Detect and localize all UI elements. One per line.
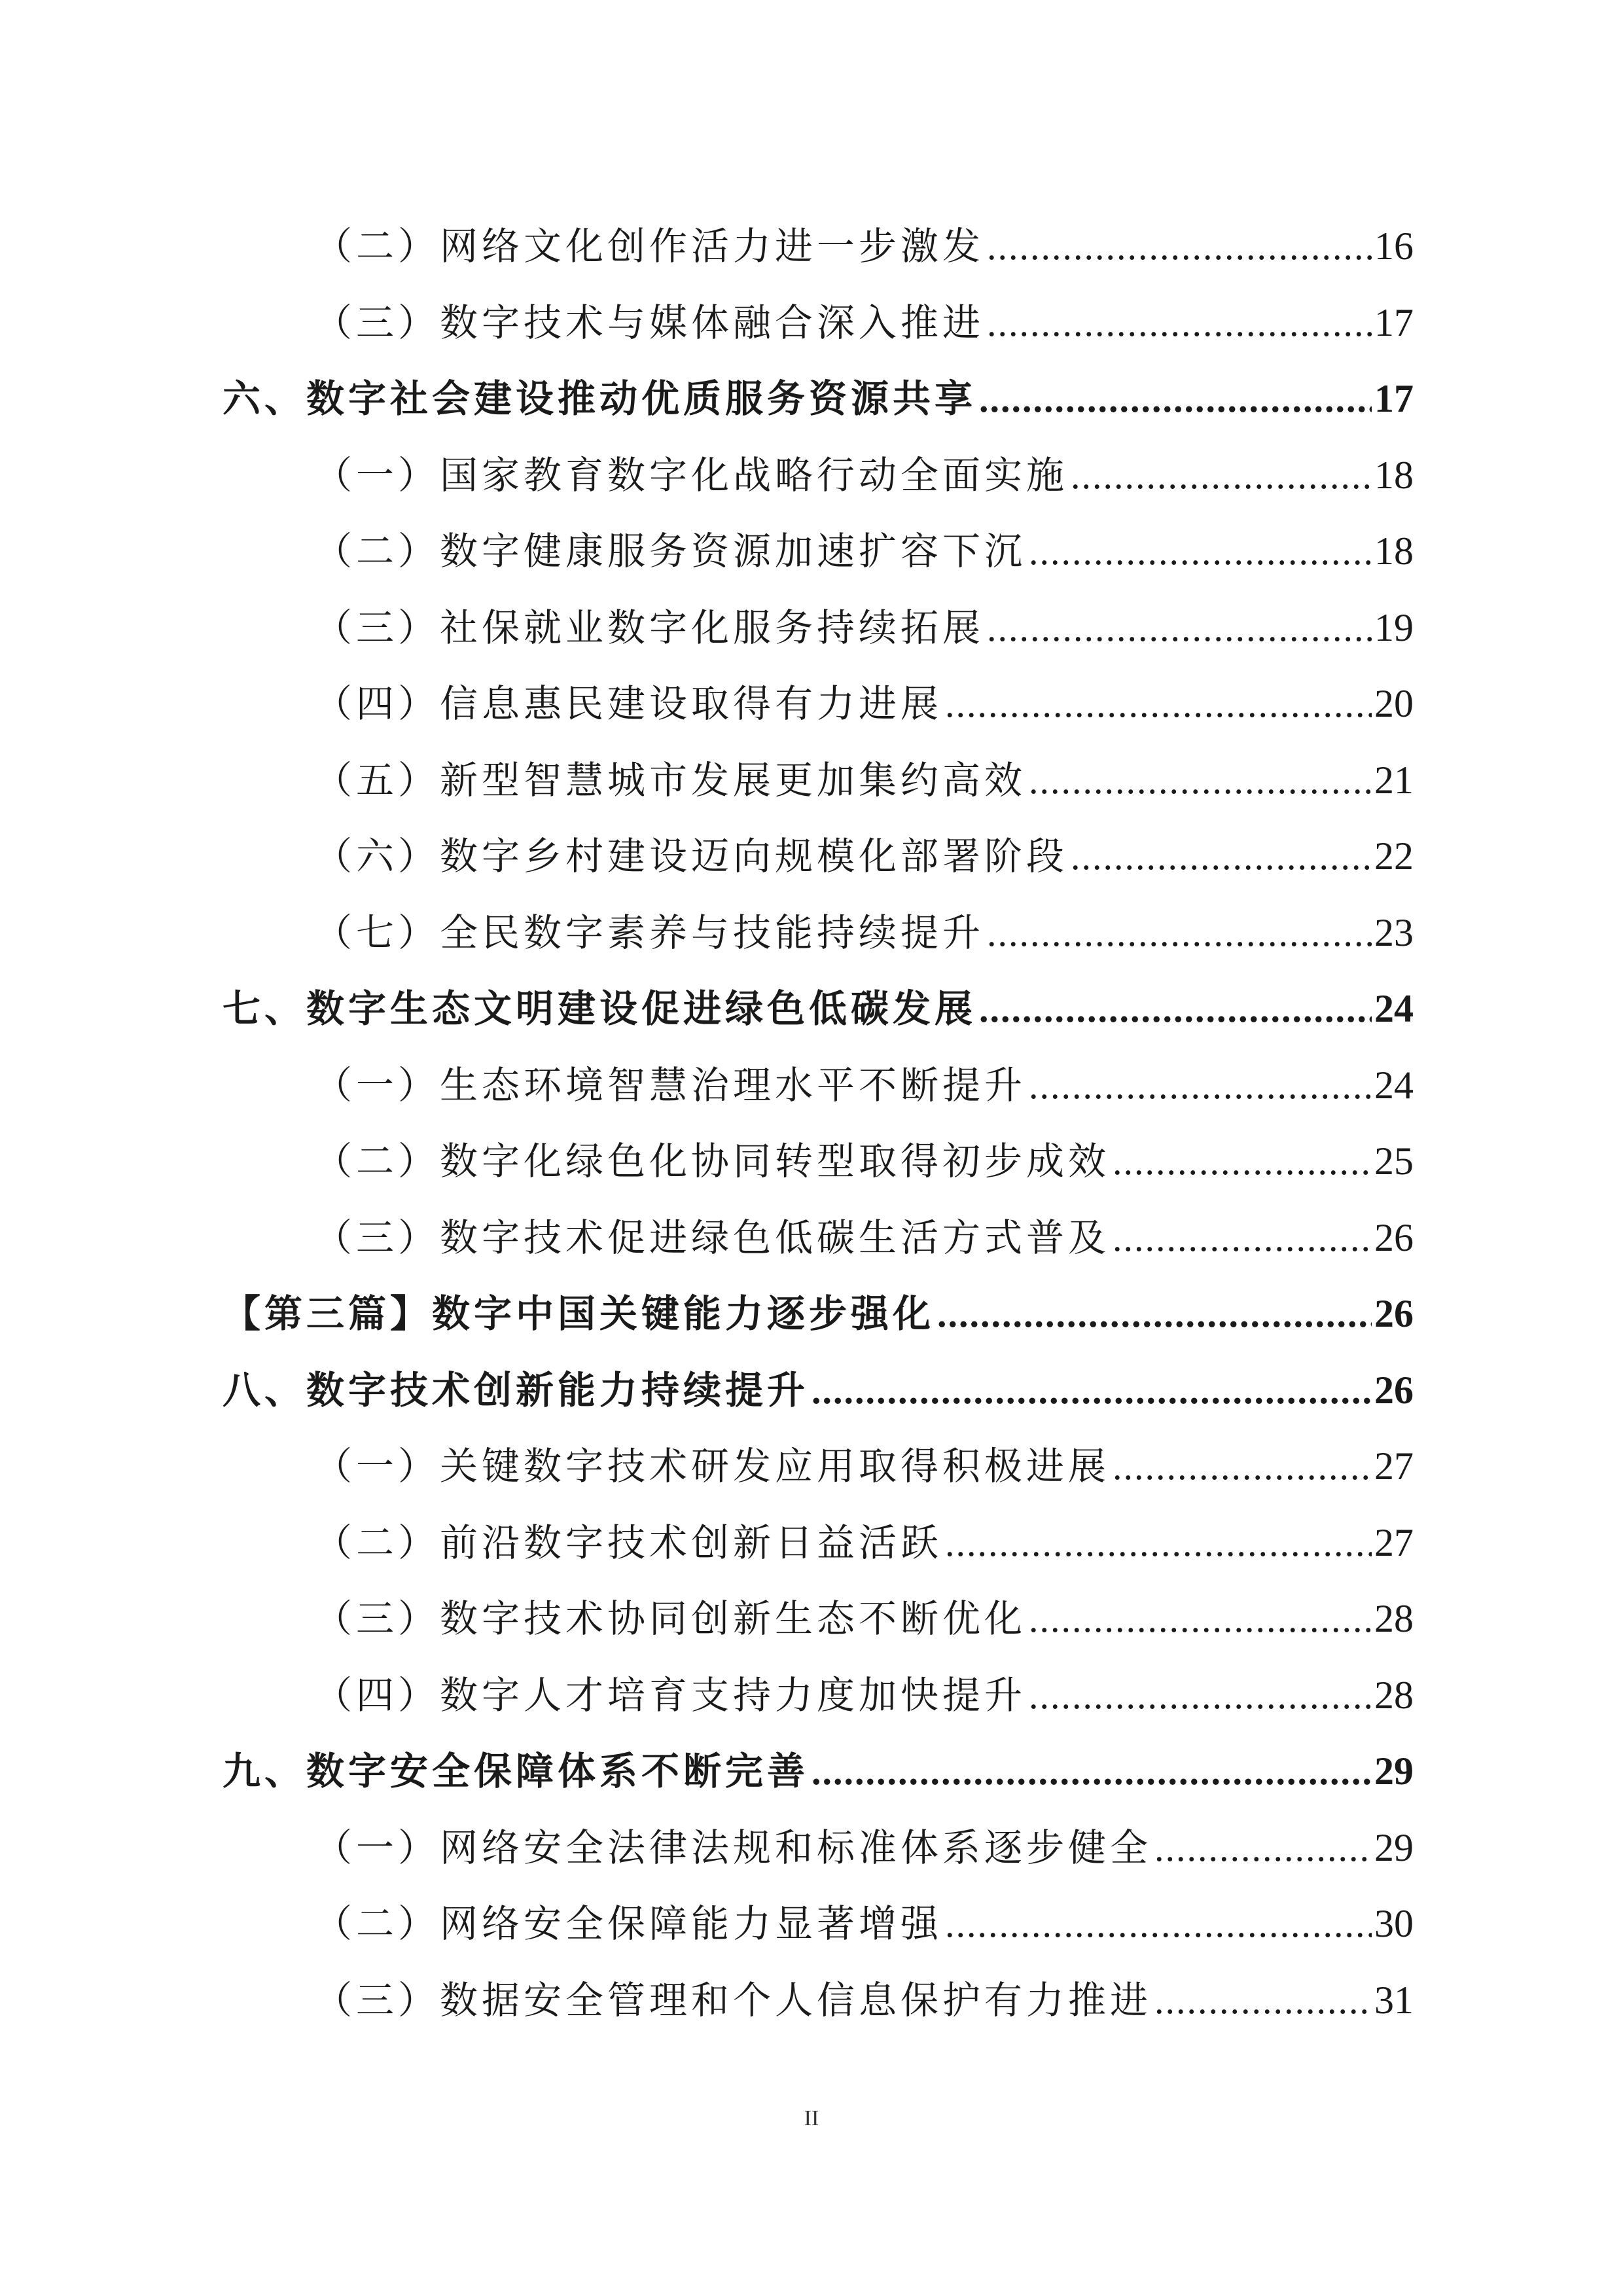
toc-subsection-entry[interactable]: [223, 742, 1414, 819]
toc-entry-page-number: 26: [1374, 1368, 1414, 1412]
toc-dot-leader: [1154, 1810, 1372, 1887]
toc-entry-page-number: 27: [1374, 1444, 1414, 1488]
table-of-contents: [223, 208, 1414, 2038]
toc-dot-leader: [1071, 819, 1372, 895]
toc-subsection-entry[interactable]: [223, 1581, 1414, 1657]
toc-entry-page-number: 24: [1374, 1063, 1414, 1107]
toc-entry-page-number: 19: [1374, 605, 1414, 649]
toc-dot-leader: [1071, 438, 1372, 514]
toc-subsection-entry[interactable]: [223, 1657, 1414, 1734]
toc-entry-page-number: 23: [1374, 910, 1414, 954]
toc-dot-leader: [1029, 1658, 1372, 1734]
toc-subsection-entry[interactable]: [223, 285, 1414, 361]
toc-entry-title: 八、数字技术创新能力持续提升: [223, 1367, 810, 1412]
toc-entry-title: （二）网络安全保障能力显著增强: [314, 1901, 943, 1946]
toc-entry-page-number: 17: [1374, 300, 1414, 344]
toc-entry-title: （一）生态环境智慧治理水平不断提升: [314, 1062, 1027, 1107]
toc-dot-leader: [945, 666, 1372, 743]
toc-subsection-entry[interactable]: [223, 1962, 1414, 2039]
toc-entry-page-number: 17: [1374, 377, 1414, 420]
toc-subsection-entry[interactable]: [223, 1200, 1414, 1276]
toc-entry-title: （一）关键数字技术研发应用取得积极进展: [314, 1444, 1111, 1488]
toc-entry-title: （四）数字人才培育支持力度加快提升: [314, 1672, 1027, 1717]
toc-dot-leader: [937, 1276, 1372, 1353]
toc-dot-leader: [1113, 1429, 1372, 1505]
toc-entry-title: （三）数字技术协同创新生态不断优化: [314, 1596, 1027, 1641]
toc-entry-title: （六）数字乡村建设迈向规模化部署阶段: [314, 834, 1069, 878]
toc-entry-page-number: 29: [1374, 1749, 1414, 1793]
toc-dot-leader: [1029, 743, 1372, 819]
toc-entry-page-number: 25: [1374, 1139, 1414, 1183]
toc-entry-title: 【第三篇】数字中国关键能力逐步强化: [223, 1291, 935, 1336]
toc-dot-leader: [987, 895, 1372, 972]
toc-entry-page-number: 18: [1374, 453, 1414, 497]
toc-subsection-entry[interactable]: [223, 818, 1414, 895]
toc-dot-leader: [1113, 1124, 1372, 1200]
toc-dot-leader: [987, 285, 1372, 362]
toc-dot-leader: [1154, 1963, 1372, 2039]
toc-entry-page-number: 22: [1374, 834, 1414, 878]
toc-section-entry[interactable]: [223, 971, 1414, 1047]
toc-subsection-entry[interactable]: [223, 1047, 1414, 1124]
toc-entry-page-number: 27: [1374, 1520, 1414, 1564]
toc-entry-title: （一）国家教育数字化战略行动全面实施: [314, 452, 1069, 497]
toc-entry-page-number: 20: [1374, 682, 1414, 725]
toc-subsection-entry[interactable]: [223, 1123, 1414, 1200]
toc-entry-title: （七）全民数字素养与技能持续提升: [314, 910, 985, 955]
toc-dot-leader: [1029, 1048, 1372, 1124]
toc-entry-title: 六、数字社会建设推动优质服务资源共享: [223, 376, 977, 421]
toc-dot-leader: [945, 1505, 1372, 1582]
toc-entry-page-number: 26: [1374, 1215, 1414, 1259]
toc-entry-page-number: 28: [1374, 1597, 1414, 1640]
toc-subsection-entry[interactable]: [223, 1886, 1414, 1962]
toc-dot-leader: [945, 1886, 1372, 1963]
toc-entry-page-number: 29: [1374, 1825, 1414, 1869]
toc-entry-page-number: 26: [1374, 1292, 1414, 1335]
toc-entry-title: （三）社保就业数字化服务持续拓展: [314, 605, 985, 650]
toc-entry-page-number: 24: [1374, 987, 1414, 1030]
toc-section-entry[interactable]: [223, 1733, 1414, 1810]
toc-entry-page-number: 18: [1374, 529, 1414, 573]
toc-subsection-entry[interactable]: [223, 513, 1414, 590]
toc-dot-leader: [987, 590, 1372, 667]
toc-dot-leader: [1113, 1200, 1372, 1277]
toc-entry-title: （五）新型智慧城市发展更加集约高效: [314, 757, 1027, 802]
toc-entry-title: （二）数字化绿色化协同转型取得初步成效: [314, 1139, 1111, 1183]
toc-entry-title: （三）数据安全管理和个人信息保护有力推进: [314, 1977, 1152, 2022]
toc-subsection-entry[interactable]: [223, 1505, 1414, 1581]
toc-entry-page-number: 16: [1374, 224, 1414, 268]
toc-entry-page-number: 21: [1374, 758, 1414, 802]
toc-subsection-entry[interactable]: [223, 666, 1414, 742]
toc-entry-title: （三）数字技术促进绿色低碳生活方式普及: [314, 1215, 1111, 1260]
toc-subsection-entry[interactable]: [223, 208, 1414, 285]
toc-subsection-entry[interactable]: [223, 895, 1414, 971]
page-number: II: [804, 2106, 819, 2130]
toc-entry-title: （一）网络安全法律法规和标准体系逐步健全: [314, 1825, 1152, 1870]
toc-section-entry[interactable]: [223, 1276, 1414, 1352]
toc-dot-leader: [812, 1734, 1372, 1810]
toc-dot-leader: [1029, 1581, 1372, 1658]
toc-dot-leader: [987, 209, 1372, 285]
toc-entry-title: 七、数字生态文明建设促进绿色低碳发展: [223, 986, 977, 1031]
toc-entry-title: （二）前沿数字技术创新日益活跃: [314, 1520, 943, 1565]
toc-subsection-entry[interactable]: [223, 590, 1414, 666]
toc-section-entry[interactable]: [223, 361, 1414, 437]
toc-entry-page-number: 31: [1374, 1978, 1414, 2022]
toc-entry-title: （二）数字健康服务资源加速扩容下沉: [314, 529, 1027, 573]
toc-entry-title: （四）信息惠民建设取得有力进展: [314, 681, 943, 726]
toc-dot-leader: [1029, 514, 1372, 590]
toc-entry-title: （三）数字技术与媒体融合深入推进: [314, 300, 985, 345]
toc-entry-page-number: 28: [1374, 1673, 1414, 1717]
toc-entry-page-number: 30: [1374, 1902, 1414, 1945]
toc-subsection-entry[interactable]: [223, 437, 1414, 514]
toc-subsection-entry[interactable]: [223, 1428, 1414, 1505]
toc-entry-title: 九、数字安全保障体系不断完善: [223, 1749, 810, 1793]
toc-dot-leader: [979, 971, 1372, 1048]
toc-dot-leader: [812, 1353, 1372, 1429]
toc-section-entry[interactable]: [223, 1352, 1414, 1429]
toc-dot-leader: [979, 361, 1372, 438]
toc-entry-title: （二）网络文化创作活力进一步激发: [314, 224, 985, 268]
toc-subsection-entry[interactable]: [223, 1810, 1414, 1886]
